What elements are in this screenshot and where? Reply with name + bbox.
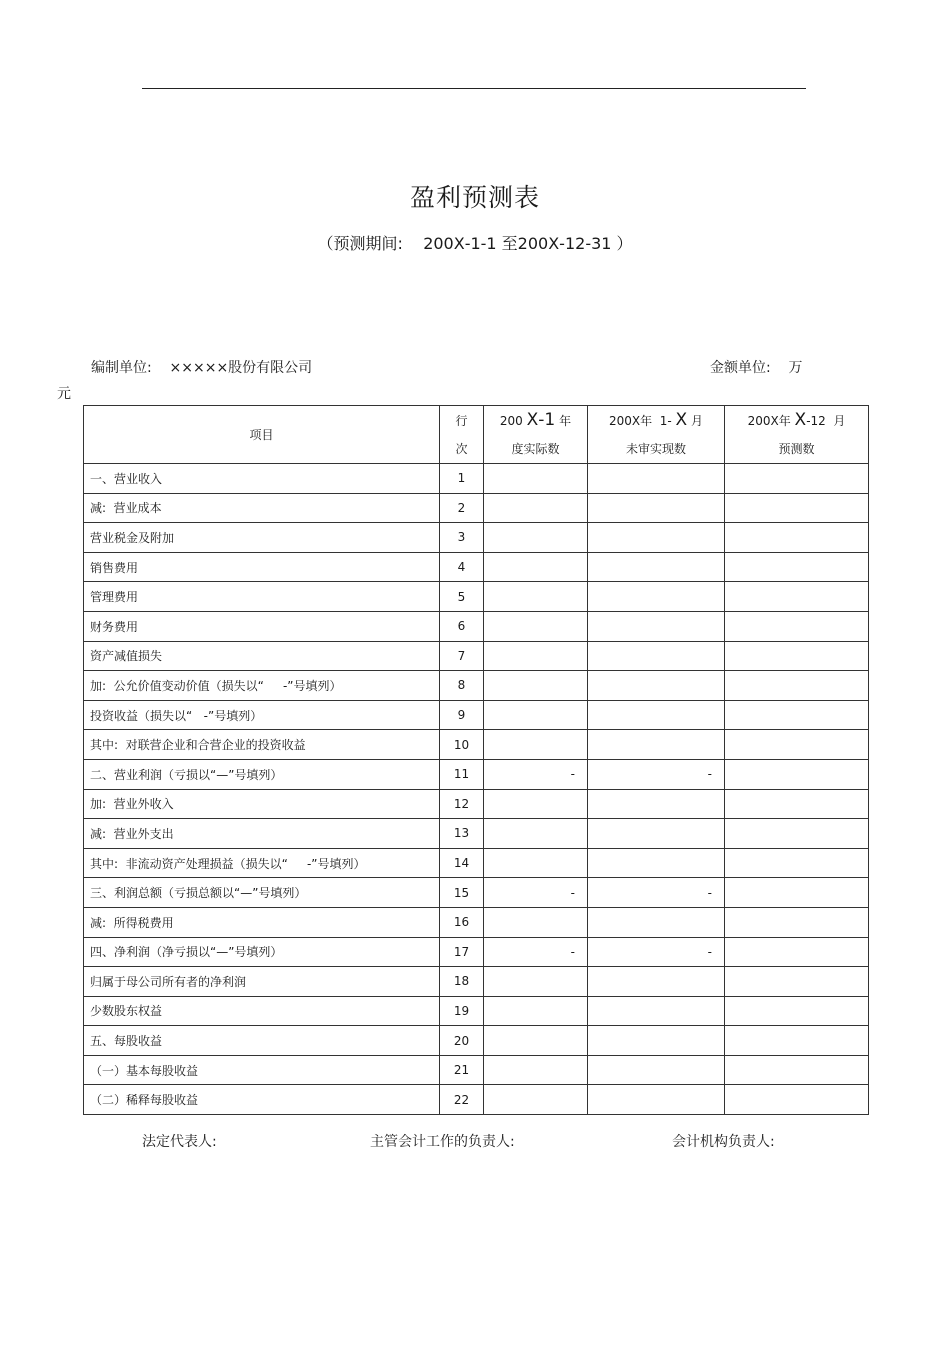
- cell-prior-year-actual: [484, 464, 588, 494]
- cell-unaudited-realized: [588, 671, 725, 701]
- table-row: [84, 493, 869, 523]
- table-row: [84, 1085, 869, 1115]
- row-item-label: 管理费用: [84, 582, 440, 612]
- table-row: [84, 700, 869, 730]
- cell-unaudited-realized: [588, 611, 725, 641]
- cell-prior-year-actual: [484, 700, 588, 730]
- cell-forecast: [725, 848, 869, 878]
- table-row: [84, 848, 869, 878]
- cell-forecast: [725, 1055, 869, 1085]
- row-item-label: 二、营业利润（亏损以“—”号填列）: [84, 759, 440, 789]
- row-item-label: 资产减值损失: [84, 641, 440, 671]
- cell-prior-year-actual: [484, 789, 588, 819]
- row-number: 22: [440, 1085, 484, 1115]
- table-row: [84, 464, 869, 494]
- row-item-label: 其中: 非流动资产处理损益（损失以“ -”号填列）: [84, 848, 440, 878]
- row-number: 8: [440, 671, 484, 701]
- cell-prior-year-actual: [484, 582, 588, 612]
- cell-prior-year-actual: -: [484, 759, 588, 789]
- cell-prior-year-actual: [484, 907, 588, 937]
- row-number: 2: [440, 493, 484, 523]
- table-row: [84, 1055, 869, 1085]
- row-number: 16: [440, 907, 484, 937]
- row-number: 18: [440, 967, 484, 997]
- cell-forecast: [725, 700, 869, 730]
- cell-forecast: [725, 819, 869, 849]
- cell-unaudited-realized: [588, 523, 725, 553]
- cell-forecast: [725, 759, 869, 789]
- cell-prior-year-actual: [484, 996, 588, 1026]
- header-row-number: 行 次: [440, 406, 484, 464]
- row-item-label: 少数股东权益: [84, 996, 440, 1026]
- row-number: 21: [440, 1055, 484, 1085]
- cell-prior-year-actual: [484, 1055, 588, 1085]
- cell-unaudited-realized: [588, 819, 725, 849]
- row-number: 19: [440, 996, 484, 1026]
- cell-prior-year-actual: -: [484, 878, 588, 908]
- row-item-label: 四、净利润（净亏损以“—”号填列）: [84, 937, 440, 967]
- row-number: 17: [440, 937, 484, 967]
- table-row: [84, 967, 869, 997]
- header-unaudited-realized: 200Ⅹ年 1- Ⅹ 月 未审实现数: [588, 406, 725, 464]
- document-title: 盈利预测表: [409, 183, 540, 212]
- cell-unaudited-realized: [588, 1055, 725, 1085]
- cell-forecast: [725, 996, 869, 1026]
- cell-forecast: [725, 789, 869, 819]
- cell-forecast: [725, 1026, 869, 1056]
- cell-forecast: [725, 611, 869, 641]
- cell-forecast: [725, 730, 869, 760]
- cell-forecast: [725, 493, 869, 523]
- row-item-label: 营业税金及附加: [84, 523, 440, 553]
- row-item-label: 一、营业收入: [84, 464, 440, 494]
- table-row: [84, 996, 869, 1026]
- cell-unaudited-realized: [588, 552, 725, 582]
- row-item-label: 加: 营业外收入: [84, 789, 440, 819]
- amount-unit: 金额单位: 万: [710, 360, 803, 376]
- row-number: 15: [440, 878, 484, 908]
- cell-forecast: [725, 464, 869, 494]
- table-row: [84, 671, 869, 701]
- row-number: 6: [440, 611, 484, 641]
- row-number: 4: [440, 552, 484, 582]
- table-row: [84, 789, 869, 819]
- row-item-label: 加: 公允价值变动价值（损失以“ -”号填列）: [84, 671, 440, 701]
- table-row: [84, 878, 869, 908]
- cell-prior-year-actual: [484, 671, 588, 701]
- row-number: 13: [440, 819, 484, 849]
- row-number: 20: [440, 1026, 484, 1056]
- cell-prior-year-actual: [484, 641, 588, 671]
- table-row: [84, 907, 869, 937]
- row-item-label: 减: 营业成本: [84, 493, 440, 523]
- header-item: 项目: [84, 406, 440, 464]
- row-item-label: 投资收益（损失以“ -”号填列）: [84, 700, 440, 730]
- cell-unaudited-realized: [588, 907, 725, 937]
- row-item-label: 归属于母公司所有者的净利润: [84, 967, 440, 997]
- header-forecast: 200Ⅹ年 Ⅹ-12 月 预测数: [725, 406, 869, 464]
- row-item-label: 三、利润总额（亏损总额以“—”号填列）: [84, 878, 440, 908]
- table-row: [84, 819, 869, 849]
- cell-unaudited-realized: [588, 848, 725, 878]
- cell-prior-year-actual: [484, 552, 588, 582]
- cell-forecast: [725, 937, 869, 967]
- cell-prior-year-actual: [484, 819, 588, 849]
- cell-prior-year-actual: [484, 611, 588, 641]
- amount-unit-wrap: 元: [57, 386, 71, 402]
- cell-forecast: [725, 582, 869, 612]
- row-item-label: （一）基本每股收益: [84, 1055, 440, 1085]
- row-item-label: 五、每股收益: [84, 1026, 440, 1056]
- cell-unaudited-realized: -: [588, 878, 725, 908]
- row-number: 1: [440, 464, 484, 494]
- cell-prior-year-actual: [484, 1026, 588, 1056]
- row-item-label: 其中: 对联营企业和合营企业的投资收益: [84, 730, 440, 760]
- table-row: [84, 611, 869, 641]
- signature-legal-representative: 法定代表人:: [142, 1134, 217, 1150]
- table-row: [84, 937, 869, 967]
- row-number: 11: [440, 759, 484, 789]
- cell-unaudited-realized: -: [588, 759, 725, 789]
- cell-unaudited-realized: [588, 700, 725, 730]
- row-number: 10: [440, 730, 484, 760]
- profit-forecast-table: [83, 405, 869, 1115]
- cell-prior-year-actual: [484, 967, 588, 997]
- signature-accounting-department-head: 会计机构负责人:: [672, 1134, 775, 1150]
- cell-forecast: [725, 967, 869, 997]
- table-row: [84, 523, 869, 553]
- cell-forecast: [725, 878, 869, 908]
- row-item-label: 减: 所得税费用: [84, 907, 440, 937]
- cell-prior-year-actual: [484, 1085, 588, 1115]
- cell-forecast: [725, 523, 869, 553]
- prepared-by: 编制单位: ×××××股份有限公司: [91, 360, 313, 376]
- cell-prior-year-actual: [484, 730, 588, 760]
- top-rule: [142, 88, 806, 89]
- cell-forecast: [725, 671, 869, 701]
- cell-unaudited-realized: [588, 641, 725, 671]
- table-row: [84, 730, 869, 760]
- table-header-row: [84, 406, 869, 464]
- cell-unaudited-realized: -: [588, 937, 725, 967]
- signature-accounting-supervisor: 主管会计工作的负责人:: [370, 1134, 515, 1150]
- row-item-label: 减: 营业外支出: [84, 819, 440, 849]
- table-row: [84, 582, 869, 612]
- table-row: [84, 1026, 869, 1056]
- cell-forecast: [725, 1085, 869, 1115]
- cell-prior-year-actual: [484, 493, 588, 523]
- cell-forecast: [725, 641, 869, 671]
- header-prior-year-actual: 200 Ⅹ-1 年 度实际数: [484, 406, 588, 464]
- cell-unaudited-realized: [588, 789, 725, 819]
- row-item-label: 财务费用: [84, 611, 440, 641]
- table-row: [84, 552, 869, 582]
- cell-forecast: [725, 907, 869, 937]
- cell-unaudited-realized: [588, 730, 725, 760]
- row-number: 7: [440, 641, 484, 671]
- cell-unaudited-realized: [588, 1026, 725, 1056]
- cell-prior-year-actual: -: [484, 937, 588, 967]
- cell-unaudited-realized: [588, 464, 725, 494]
- cell-unaudited-realized: [588, 1085, 725, 1115]
- row-number: 14: [440, 848, 484, 878]
- row-number: 12: [440, 789, 484, 819]
- cell-unaudited-realized: [588, 582, 725, 612]
- cell-prior-year-actual: [484, 523, 588, 553]
- row-number: 9: [440, 700, 484, 730]
- cell-unaudited-realized: [588, 493, 725, 523]
- row-number: 5: [440, 582, 484, 612]
- table-row: [84, 759, 869, 789]
- table-row: [84, 641, 869, 671]
- cell-forecast: [725, 552, 869, 582]
- cell-unaudited-realized: [588, 967, 725, 997]
- row-number: 3: [440, 523, 484, 553]
- row-item-label: （二）稀释每股收益: [84, 1085, 440, 1115]
- row-item-label: 销售费用: [84, 552, 440, 582]
- cell-unaudited-realized: [588, 996, 725, 1026]
- forecast-period: （预测期间: 200Ⅹ-1-1 至200Ⅹ-12-31 ）: [317, 234, 633, 253]
- cell-prior-year-actual: [484, 848, 588, 878]
